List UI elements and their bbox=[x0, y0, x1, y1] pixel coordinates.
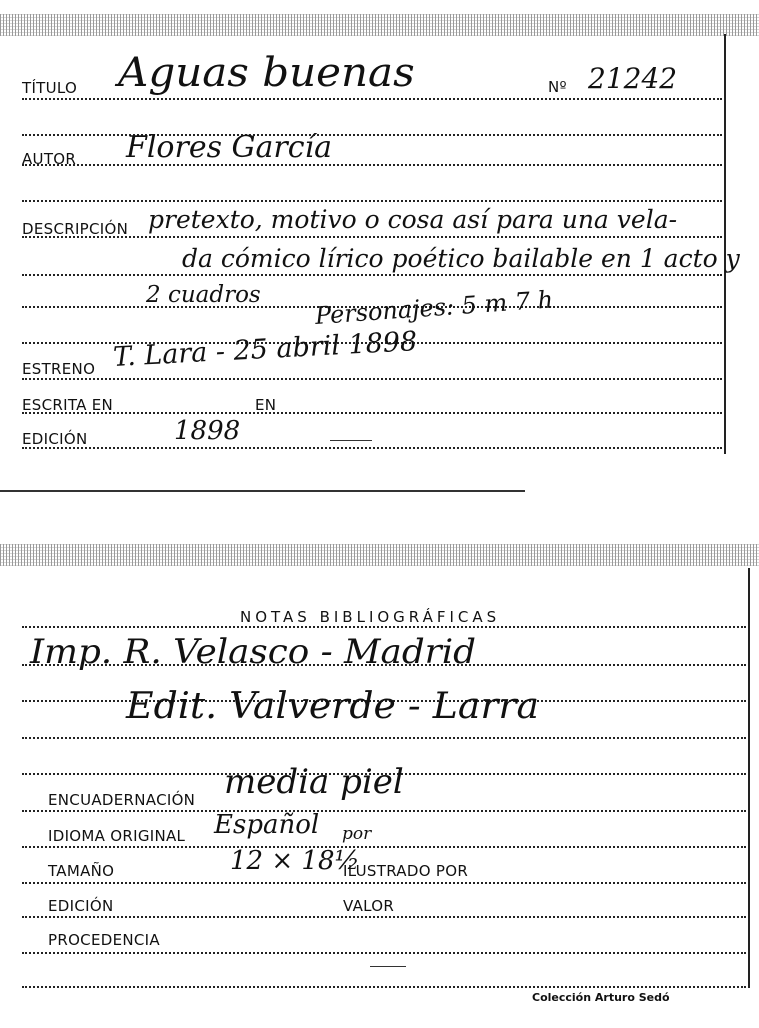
ilustrado-label: ILUSTRADO POR bbox=[343, 862, 469, 880]
field-line bbox=[22, 810, 746, 812]
field-line bbox=[22, 378, 722, 380]
scan-noise-top bbox=[0, 14, 759, 36]
escrita-en-label: ESCRITA EN bbox=[22, 396, 114, 414]
tamano-label: TAMAÑO bbox=[48, 862, 115, 880]
scan-noise-middle bbox=[0, 544, 759, 566]
catalog-card-back bbox=[0, 540, 759, 1028]
field-line bbox=[22, 882, 746, 884]
personajes-note: Personajes: 5 m 7 h bbox=[314, 285, 555, 330]
estreno-label: ESTRENO bbox=[22, 360, 96, 378]
idioma-label: IDIOMA ORIGINAL bbox=[48, 827, 186, 845]
por-label: por bbox=[342, 824, 372, 844]
field-line bbox=[22, 916, 746, 918]
field-line bbox=[22, 98, 722, 100]
field-line bbox=[22, 447, 722, 449]
idioma-value: Español bbox=[214, 810, 320, 840]
field-line bbox=[22, 846, 746, 848]
autor-label: AUTOR bbox=[22, 150, 77, 168]
field-line bbox=[22, 626, 746, 628]
pen-stroke bbox=[370, 966, 406, 967]
en-label: EN bbox=[255, 396, 277, 414]
tamano-value: 12 × 18½ bbox=[230, 846, 360, 876]
nota-line-1: Imp. R. Velasco - Madrid bbox=[30, 632, 477, 672]
nota-line-2: Edit. Valverde - Larra bbox=[126, 686, 540, 727]
pen-stroke bbox=[330, 440, 372, 441]
descripcion-line-2: da cómico lírico poético bailable en 1 acto y bbox=[182, 244, 740, 273]
field-line bbox=[22, 274, 722, 276]
titulo-label: TÍTULO bbox=[22, 79, 78, 97]
valor-label: VALOR bbox=[343, 897, 395, 915]
autor-value: Flores García bbox=[126, 130, 332, 165]
field-line bbox=[22, 737, 746, 739]
field-line bbox=[22, 986, 746, 988]
edicion-label: EDICIÓN bbox=[22, 430, 88, 448]
encuadernacion-value: media piel bbox=[224, 762, 404, 802]
edicion-value: 1898 bbox=[174, 416, 241, 446]
titulo-value: Aguas buenas bbox=[118, 50, 415, 96]
field-line bbox=[22, 952, 746, 954]
card-right-border bbox=[748, 568, 750, 988]
field-line bbox=[22, 412, 722, 414]
numero-label: Nº bbox=[548, 78, 567, 96]
encuadernacion-label: ENCUADERNACIÓN bbox=[48, 791, 196, 809]
notas-heading: NOTAS BIBLIOGRÁFICAS bbox=[240, 608, 501, 626]
descripcion-label: DESCRIPCIÓN bbox=[22, 220, 129, 238]
numero-value: 21242 bbox=[588, 62, 678, 95]
descripcion-line-3: 2 cuadros bbox=[146, 282, 261, 308]
procedencia-label: PROCEDENCIA bbox=[48, 931, 160, 949]
collection-footer: Colección Arturo Sedó bbox=[532, 991, 670, 1004]
descripcion-line-1: pretexto, motivo o cosa así para una vela- bbox=[148, 205, 678, 234]
catalog-card-front bbox=[0, 0, 759, 500]
estreno-value: T. Lara - 25 abril 1898 bbox=[112, 326, 418, 373]
field-line bbox=[22, 200, 722, 202]
card-bottom-edge bbox=[0, 490, 525, 492]
edicion-label: EDICIÓN bbox=[48, 897, 114, 915]
